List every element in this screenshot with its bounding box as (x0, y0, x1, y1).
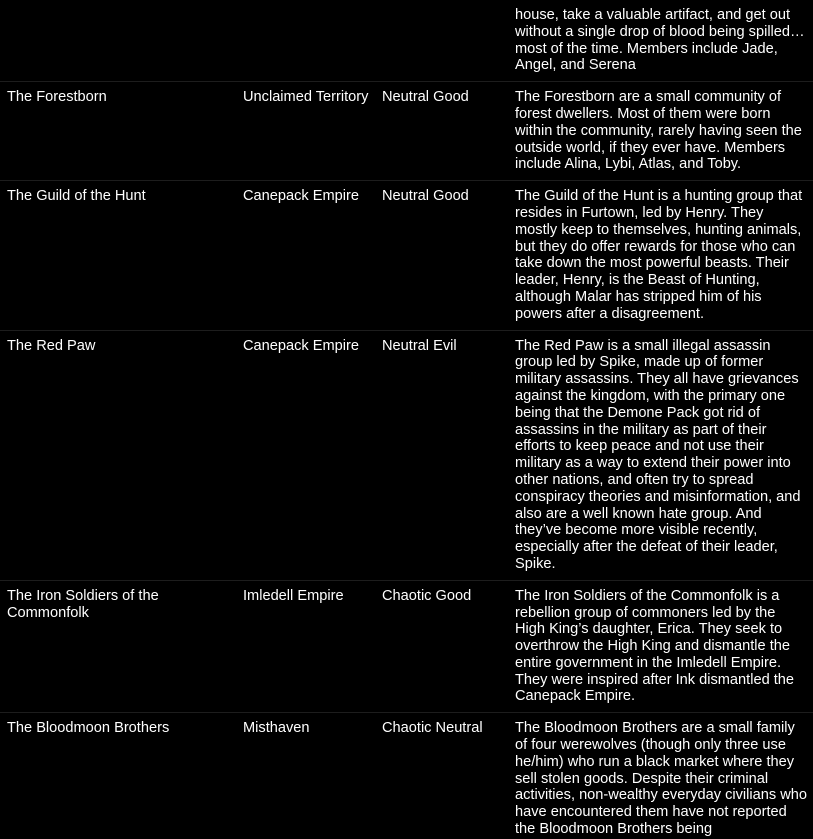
faction-description: The Red Paw is a small illegal assassin group led by Spike, made up of former military assassins. They all have grievances against the kingdom, with the primary one being that the Demone Pack got rid of assassins in the military as part of their efforts to keep peace and not use their military as a way to extend their power into other nations, and often try to spread conspiracy theories and misinformation, and also are a well known hate group. And they’ve become more visible recently, especially after the defeat of their leader, Spike. (515, 337, 801, 572)
faction-name: The Red Paw (7, 337, 96, 354)
table-row (0, 331, 813, 581)
faction-region: Canepack Empire (243, 188, 359, 205)
faction-region: Unclaimed Territory (243, 89, 369, 106)
faction-description: house, take a valuable artifact, and get out without a single drop of blood being spilled…most of the time. Members include Jade, Angel, and Serena (515, 7, 805, 74)
faction-description: The Guild of the Hunt is a hunting group that resides in Furtown, led by Henry. They mostly keep to themselves, hunting animals, but they do offer rewards for those who can take down the most powerful beasts. Their leader, Henry, is the Beast of Hunting, although Malar has stripped him of his powers after a disagreement. (515, 188, 803, 322)
faction-alignment: Neutral Good (382, 188, 469, 205)
table-row (0, 82, 813, 181)
faction-name: The Iron Soldiers of the Commonfolk (7, 587, 159, 621)
faction-alignment (375, 7, 508, 81)
factions-table (0, 7, 813, 839)
faction-region: Misthaven (243, 720, 310, 737)
faction-alignment: Chaotic Neutral (382, 720, 483, 737)
faction-description: The Bloodmoon Brothers are a small family of four werewolves (though only three use he/him) who run a black market where they sell stolen goods. Despite their criminal activities, non-wealthy everyday civilians who have encountered them have not reported the Bloodmoon Brothers being (515, 720, 808, 838)
faction-alignment: Chaotic Good (382, 587, 472, 604)
faction-alignment: Neutral Evil (382, 337, 457, 354)
faction-description: The Iron Soldiers of the Commonfolk is a rebellion group of commoners led by the High King’s daughter, Erica. They seek to overthrow the High King and dismantle the entire government in the Imledell Empire. They were inspired after Ink dismantled the Canepack Empire. (515, 587, 795, 705)
table-row (0, 181, 813, 330)
table-row (0, 713, 813, 839)
faction-name (0, 7, 236, 81)
faction-name: The Guild of the Hunt (7, 188, 146, 205)
faction-region (236, 7, 375, 81)
faction-name: The Bloodmoon Brothers (7, 720, 170, 737)
table-row (0, 7, 813, 82)
faction-region: Canepack Empire (243, 337, 359, 354)
table-row (0, 581, 813, 714)
faction-alignment: Neutral Good (382, 89, 469, 106)
faction-region: Imledell Empire (243, 587, 344, 604)
faction-name: The Forestborn (7, 89, 107, 106)
faction-description: The Forestborn are a small community of forest dwellers. Most of them were born within the community, rarely having seen the outside world, if they ever have. Members include Alina, Lybi, Atlas, and Toby. (515, 89, 802, 173)
